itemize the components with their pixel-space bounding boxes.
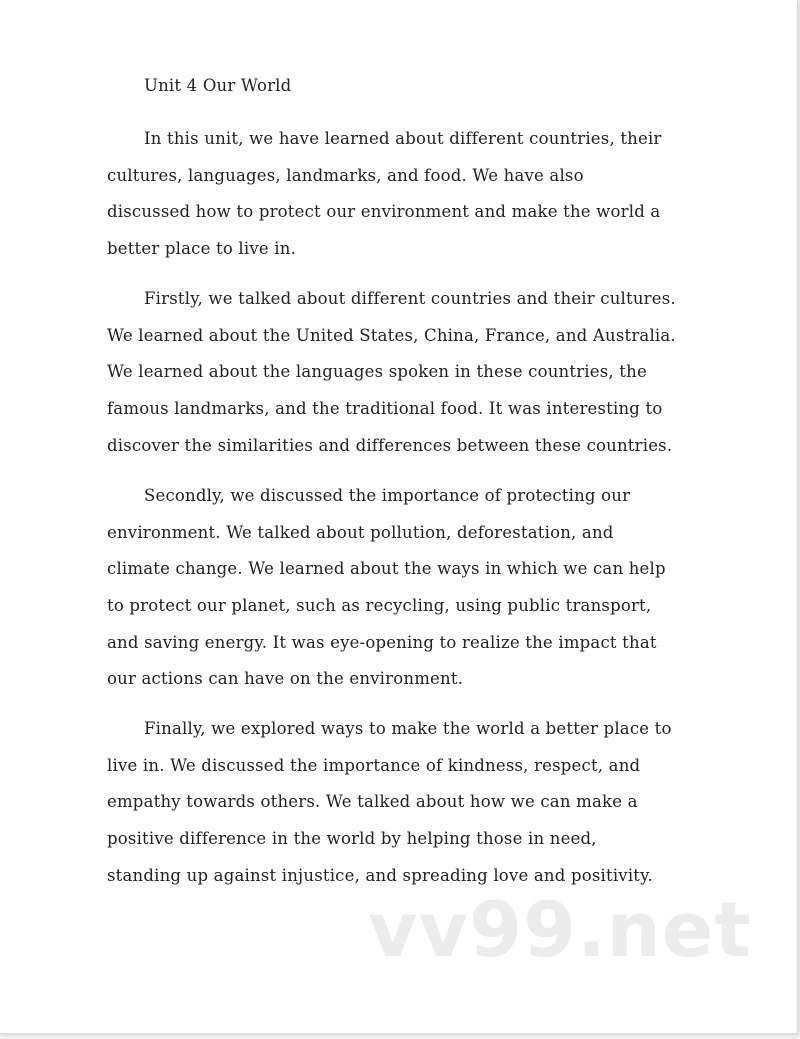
paragraph-line: Finally, we explored ways to make the world a better place to (144, 719, 672, 738)
paragraph-line: better place to live in. (107, 239, 297, 258)
paragraph-line: to protect our planet, such as recycling, using public transport, (107, 596, 652, 615)
paragraph-line: We learned about the languages spoken in these countries, the (107, 362, 647, 381)
paragraph-line: Secondly, we discussed the importance of protecting our (144, 486, 631, 505)
paragraph-line: our actions can have on the environment. (107, 669, 464, 688)
paragraph-line: discussed how to protect our environment and make the world a (107, 202, 661, 221)
paragraph-line: live in. We discussed the importance of kindness, respect, and (107, 756, 641, 775)
paragraph-line: We learned about the United States, China, France, and Australia. (107, 326, 676, 345)
paragraph-line: discover the similarities and differences between these countries. (107, 436, 673, 455)
paragraph-line: climate change. We learned about the ways in which we can help (107, 559, 666, 578)
paragraph-line: environment. We talked about pollution, deforestation, and (107, 523, 614, 542)
paragraph-line: empathy towards others. We talked about how we can make a (107, 792, 638, 811)
watermark: vv99.net (368, 885, 752, 974)
paragraph-line: and saving energy. It was eye-opening to realize the impact that (107, 633, 657, 652)
paragraph-line: In this unit, we have learned about different countries, their (144, 129, 662, 148)
page-title: Unit 4 Our World (144, 76, 292, 95)
paragraph-line: Firstly, we talked about different countries and their cultures. (144, 289, 676, 308)
paragraph-line: famous landmarks, and the traditional food. It was interesting to (107, 399, 663, 418)
paragraph-line: positive difference in the world by helping those in need, (107, 829, 597, 848)
paragraph-line: cultures, languages, landmarks, and food. We have also (107, 166, 584, 185)
paragraph-line: standing up against injustice, and spreading love and positivity. (107, 866, 653, 885)
